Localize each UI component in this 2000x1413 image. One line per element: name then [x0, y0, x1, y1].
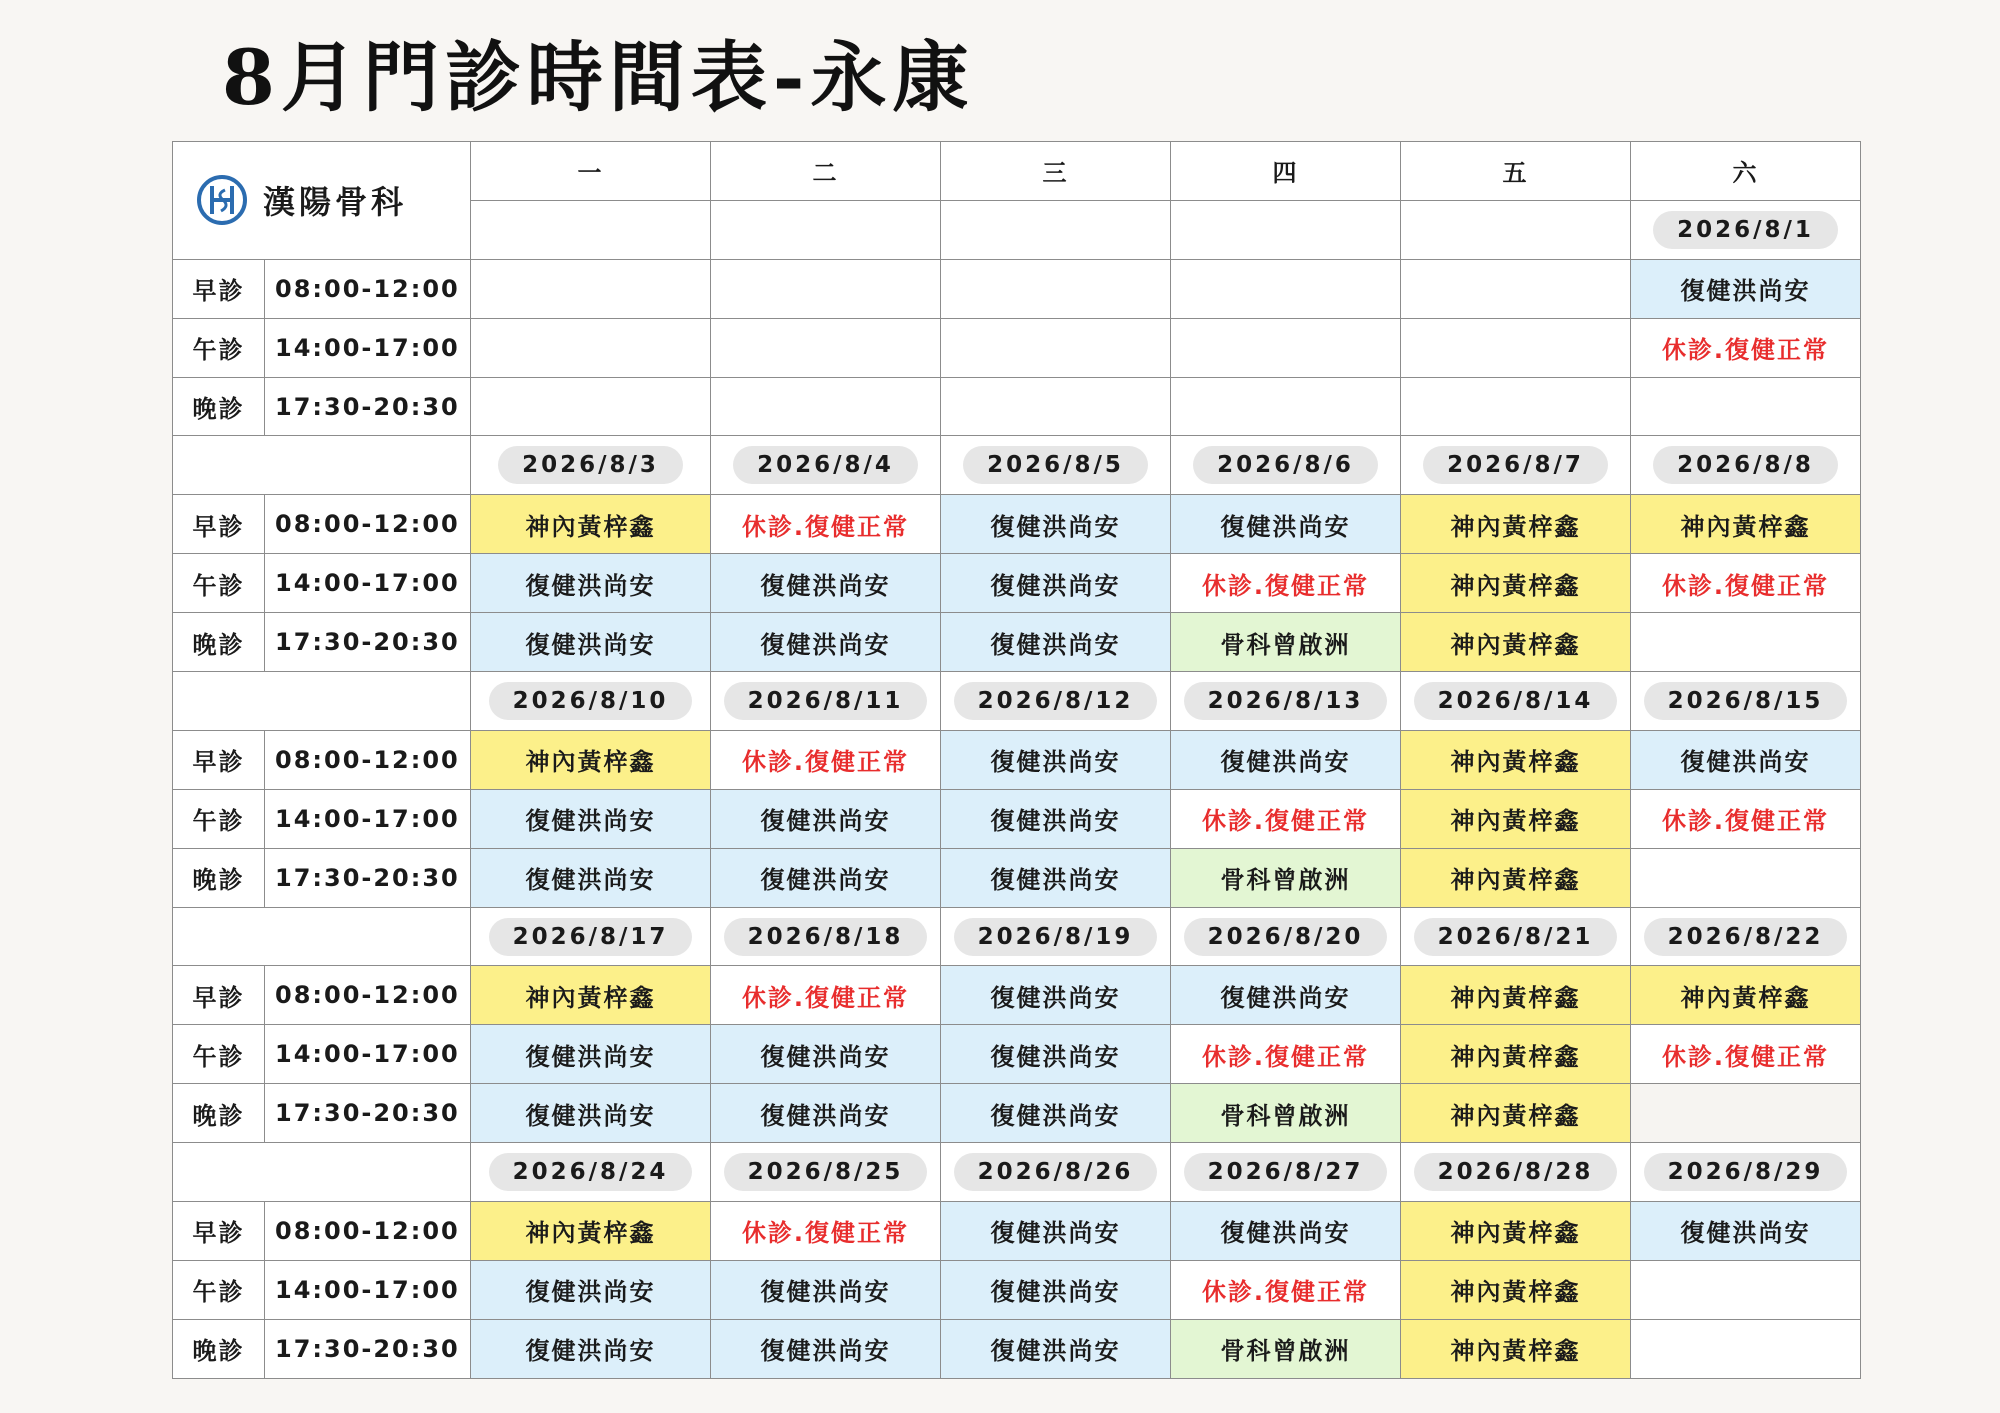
session-name: 晚診: [173, 1319, 265, 1378]
schedule-cell: 神內黃梓鑫: [471, 1202, 711, 1261]
schedule-cell: [1171, 318, 1401, 377]
session-time: 08:00-12:00: [265, 1202, 471, 1261]
schedule-cell: 復健洪尚安: [471, 789, 711, 848]
date-row: [173, 1143, 1861, 1202]
session-time: 17:30-20:30: [265, 1319, 471, 1378]
schedule-cell: 休診.復健正常: [1171, 554, 1401, 613]
session-row: [173, 1084, 1861, 1143]
schedule-cell: 休診.復健正常: [1631, 318, 1861, 377]
date-pill: 2026/8/12: [954, 682, 1158, 720]
date-cell: [471, 436, 711, 495]
schedule-cell: 神內黃梓鑫: [1401, 1084, 1631, 1143]
schedule-cell: 復健洪尚安: [941, 1260, 1171, 1319]
date-cell: [1171, 200, 1401, 259]
schedule-cell: 神內黃梓鑫: [1401, 495, 1631, 554]
session-time: 17:30-20:30: [265, 613, 471, 672]
date-cell: [711, 907, 941, 966]
date-pill: 2026/8/5: [963, 446, 1148, 484]
date-cell: [1401, 672, 1631, 731]
date-cell: [1171, 436, 1401, 495]
session-name: 午診: [173, 1025, 265, 1084]
schedule-cell: 復健洪尚安: [1631, 730, 1861, 789]
session-name: 早診: [173, 1202, 265, 1261]
schedule-cell: 休診.復健正常: [711, 495, 941, 554]
schedule-cell: 復健洪尚安: [711, 554, 941, 613]
session-row: [173, 1319, 1861, 1378]
schedule-cell: 骨科曾啟洲: [1171, 1319, 1401, 1378]
date-cell: [941, 200, 1171, 259]
session-time: 17:30-20:30: [265, 848, 471, 907]
date-pill: 2026/8/7: [1423, 446, 1608, 484]
schedule-cell: 復健洪尚安: [471, 1025, 711, 1084]
session-name: 午診: [173, 789, 265, 848]
date-cell: [941, 907, 1171, 966]
date-cell: [1171, 672, 1401, 731]
schedule-cell: 復健洪尚安: [471, 1084, 711, 1143]
schedule-cell: [1631, 1319, 1861, 1378]
weekday-header: 六: [1631, 142, 1861, 201]
session-name: 早診: [173, 730, 265, 789]
schedule-cell: 骨科曾啟洲: [1171, 1084, 1401, 1143]
schedule-cell: 神內黃梓鑫: [1401, 613, 1631, 672]
schedule-cell: 休診.復健正常: [1631, 1025, 1861, 1084]
schedule-cell: [1401, 318, 1631, 377]
schedule-cell: [1631, 377, 1861, 436]
schedule-cell: 休診.復健正常: [711, 1202, 941, 1261]
date-cell: [711, 672, 941, 731]
date-pill: 2026/8/1: [1653, 211, 1838, 249]
date-cell: [1401, 200, 1631, 259]
schedule-cell: 復健洪尚安: [711, 1319, 941, 1378]
session-name: 晚診: [173, 377, 265, 436]
schedule-cell: 復健洪尚安: [1171, 966, 1401, 1025]
schedule-cell: [941, 377, 1171, 436]
schedule-cell: 神內黃梓鑫: [1631, 495, 1861, 554]
date-cell: [1631, 200, 1861, 259]
schedule-cell: [711, 377, 941, 436]
schedule-cell: 復健洪尚安: [711, 1084, 941, 1143]
schedule-cell: 復健洪尚安: [471, 1319, 711, 1378]
schedule-cell: [711, 318, 941, 377]
session-name: 晚診: [173, 1084, 265, 1143]
date-pill: 2026/8/15: [1644, 682, 1848, 720]
schedule-cell: 復健洪尚安: [941, 1202, 1171, 1261]
schedule-cell: 復健洪尚安: [711, 789, 941, 848]
date-cell: [941, 436, 1171, 495]
schedule-cell: 神內黃梓鑫: [471, 495, 711, 554]
schedule-cell: [1631, 848, 1861, 907]
session-row: [173, 1260, 1861, 1319]
date-row-spacer: [173, 907, 471, 966]
date-pill: 2026/8/26: [954, 1153, 1158, 1191]
session-time: 14:00-17:00: [265, 554, 471, 613]
weekday-header: 四: [1171, 142, 1401, 201]
schedule-cell: 休診.復健正常: [1171, 789, 1401, 848]
date-cell: [471, 1143, 711, 1202]
date-pill: 2026/8/6: [1193, 446, 1378, 484]
session-time: 14:00-17:00: [265, 318, 471, 377]
session-row: [173, 966, 1861, 1025]
date-cell: [1631, 672, 1861, 731]
schedule-cell: [1171, 377, 1401, 436]
schedule-cell: 休診.復健正常: [711, 966, 941, 1025]
date-pill: 2026/8/17: [489, 918, 693, 956]
schedule-cell: [1401, 377, 1631, 436]
schedule-cell: [471, 259, 711, 318]
session-name: 午診: [173, 318, 265, 377]
date-pill: 2026/8/18: [724, 918, 928, 956]
schedule-cell: [1171, 259, 1401, 318]
date-pill: 2026/8/24: [489, 1153, 693, 1191]
date-cell: [1401, 1143, 1631, 1202]
session-row: [173, 789, 1861, 848]
date-cell: [1171, 1143, 1401, 1202]
date-cell: [471, 200, 711, 259]
schedule-cell: 神內黃梓鑫: [1401, 730, 1631, 789]
date-pill: 2026/8/20: [1184, 918, 1388, 956]
date-cell: [1401, 436, 1631, 495]
schedule-cell: 復健洪尚安: [941, 1025, 1171, 1084]
session-row: [173, 554, 1861, 613]
schedule-cell: 復健洪尚安: [471, 613, 711, 672]
date-cell: [1171, 907, 1401, 966]
schedule-cell: 復健洪尚安: [941, 495, 1171, 554]
schedule-cell: [1631, 1260, 1861, 1319]
schedule-cell: 神內黃梓鑫: [1401, 554, 1631, 613]
session-time: 14:00-17:00: [265, 789, 471, 848]
date-row: [173, 907, 1861, 966]
session-row: [173, 730, 1861, 789]
session-time: 08:00-12:00: [265, 495, 471, 554]
schedule-cell: 骨科曾啟洲: [1171, 613, 1401, 672]
date-pill: 2026/8/28: [1414, 1153, 1618, 1191]
session-name: 午診: [173, 1260, 265, 1319]
schedule-cell: 復健洪尚安: [1631, 1202, 1861, 1261]
clinic-logo-icon: [195, 173, 249, 227]
clinic-logo: [195, 173, 470, 227]
session-row: [173, 495, 1861, 554]
session-time: 14:00-17:00: [265, 1260, 471, 1319]
session-row: [173, 1202, 1861, 1261]
weekday-header: 二: [711, 142, 941, 201]
date-pill: 2026/8/13: [1184, 682, 1388, 720]
clinic-name: 漢陽骨科: [263, 183, 408, 222]
date-row-spacer: [173, 672, 471, 731]
session-name: 晚診: [173, 613, 265, 672]
schedule-cell: 復健洪尚安: [471, 554, 711, 613]
session-row: [173, 318, 1861, 377]
schedule-cell: 復健洪尚安: [471, 1260, 711, 1319]
session-name: 早診: [173, 495, 265, 554]
date-row-spacer: [173, 1143, 471, 1202]
weekday-header-row: [173, 142, 1861, 201]
schedule-cell: 神內黃梓鑫: [1401, 1319, 1631, 1378]
schedule-cell: 復健洪尚安: [1631, 259, 1861, 318]
session-name: 早診: [173, 966, 265, 1025]
weekday-header: 三: [941, 142, 1171, 201]
schedule-cell: [1401, 259, 1631, 318]
date-row: [173, 672, 1861, 731]
date-pill: 2026/8/8: [1653, 446, 1838, 484]
schedule-cell: [471, 377, 711, 436]
session-name: 晚診: [173, 848, 265, 907]
date-pill: 2026/8/3: [498, 446, 683, 484]
schedule-cell: 休診.復健正常: [1631, 554, 1861, 613]
date-pill: 2026/8/21: [1414, 918, 1618, 956]
schedule-cell: 神內黃梓鑫: [1401, 1025, 1631, 1084]
date-row-spacer: [173, 436, 471, 495]
date-cell: [711, 1143, 941, 1202]
schedule-cell: [711, 259, 941, 318]
clinic-logo-cell: [173, 142, 471, 260]
date-pill: 2026/8/22: [1644, 918, 1848, 956]
date-pill: 2026/8/19: [954, 918, 1158, 956]
date-pill: 2026/8/4: [733, 446, 918, 484]
schedule-cell: 復健洪尚安: [1171, 495, 1401, 554]
session-time: 17:30-20:30: [265, 377, 471, 436]
date-pill: 2026/8/25: [724, 1153, 928, 1191]
session-row: [173, 848, 1861, 907]
schedule-cell: 復健洪尚安: [711, 1025, 941, 1084]
schedule-cell: 復健洪尚安: [711, 1260, 941, 1319]
schedule-cell: 復健洪尚安: [941, 730, 1171, 789]
schedule-cell: [941, 259, 1171, 318]
schedule-cell: 復健洪尚安: [711, 613, 941, 672]
schedule-cell: 復健洪尚安: [941, 613, 1171, 672]
date-cell: [711, 200, 941, 259]
schedule-cell: 休診.復健正常: [1171, 1025, 1401, 1084]
schedule-cell: 復健洪尚安: [941, 1084, 1171, 1143]
session-row: [173, 259, 1861, 318]
schedule-cell: [941, 318, 1171, 377]
schedule-cell: 復健洪尚安: [941, 966, 1171, 1025]
session-row: [173, 613, 1861, 672]
schedule-cell: 神內黃梓鑫: [471, 966, 711, 1025]
session-row: [173, 377, 1861, 436]
schedule-cell: 休診.復健正常: [711, 730, 941, 789]
schedule-cell: 復健洪尚安: [1171, 1202, 1401, 1261]
date-pill: 2026/8/27: [1184, 1153, 1388, 1191]
weekday-header: 一: [471, 142, 711, 201]
schedule-cell: 神內黃梓鑫: [1401, 966, 1631, 1025]
schedule-cell: 復健洪尚安: [711, 848, 941, 907]
date-cell: [471, 907, 711, 966]
date-pill: 2026/8/11: [724, 682, 928, 720]
schedule-cell: [471, 318, 711, 377]
session-time: 17:30-20:30: [265, 1084, 471, 1143]
schedule-cell: 骨科曾啟洲: [1171, 848, 1401, 907]
schedule-cell: 復健洪尚安: [941, 1319, 1171, 1378]
schedule-cell: 復健洪尚安: [941, 789, 1171, 848]
date-cell: [1631, 1143, 1861, 1202]
weekday-header: 五: [1401, 142, 1631, 201]
date-cell: [711, 436, 941, 495]
session-row: [173, 1025, 1861, 1084]
date-cell: [1631, 907, 1861, 966]
date-row: [173, 436, 1861, 495]
schedule-table: [172, 141, 1861, 1379]
schedule-cell: 神內黃梓鑫: [1401, 1260, 1631, 1319]
date-cell: [1401, 907, 1631, 966]
schedule-cell: 復健洪尚安: [471, 848, 711, 907]
session-time: 08:00-12:00: [265, 259, 471, 318]
schedule-cell: 神內黃梓鑫: [1631, 966, 1861, 1025]
date-cell: [941, 672, 1171, 731]
schedule-cell: 休診.復健正常: [1631, 789, 1861, 848]
schedule-cell: 復健洪尚安: [941, 554, 1171, 613]
date-cell: [471, 672, 711, 731]
schedule-cell: 神內黃梓鑫: [1401, 848, 1631, 907]
date-cell: [1631, 436, 1861, 495]
schedule-cell: 復健洪尚安: [941, 848, 1171, 907]
page-title: 8月門診時間表-永康: [222, 33, 975, 122]
date-pill: 2026/8/10: [489, 682, 693, 720]
schedule-cell: 神內黃梓鑫: [1401, 1202, 1631, 1261]
date-pill: 2026/8/29: [1644, 1153, 1848, 1191]
session-time: 14:00-17:00: [265, 1025, 471, 1084]
date-cell: [941, 1143, 1171, 1202]
schedule-cell: 復健洪尚安: [1171, 730, 1401, 789]
session-name: 早診: [173, 259, 265, 318]
schedule-cell: [1631, 1084, 1861, 1143]
date-pill: 2026/8/14: [1414, 682, 1618, 720]
schedule-cell: 神內黃梓鑫: [1401, 789, 1631, 848]
schedule-cell: 神內黃梓鑫: [471, 730, 711, 789]
session-time: 08:00-12:00: [265, 730, 471, 789]
session-name: 午診: [173, 554, 265, 613]
schedule-cell: 休診.復健正常: [1171, 1260, 1401, 1319]
schedule-cell: [1631, 613, 1861, 672]
session-time: 08:00-12:00: [265, 966, 471, 1025]
